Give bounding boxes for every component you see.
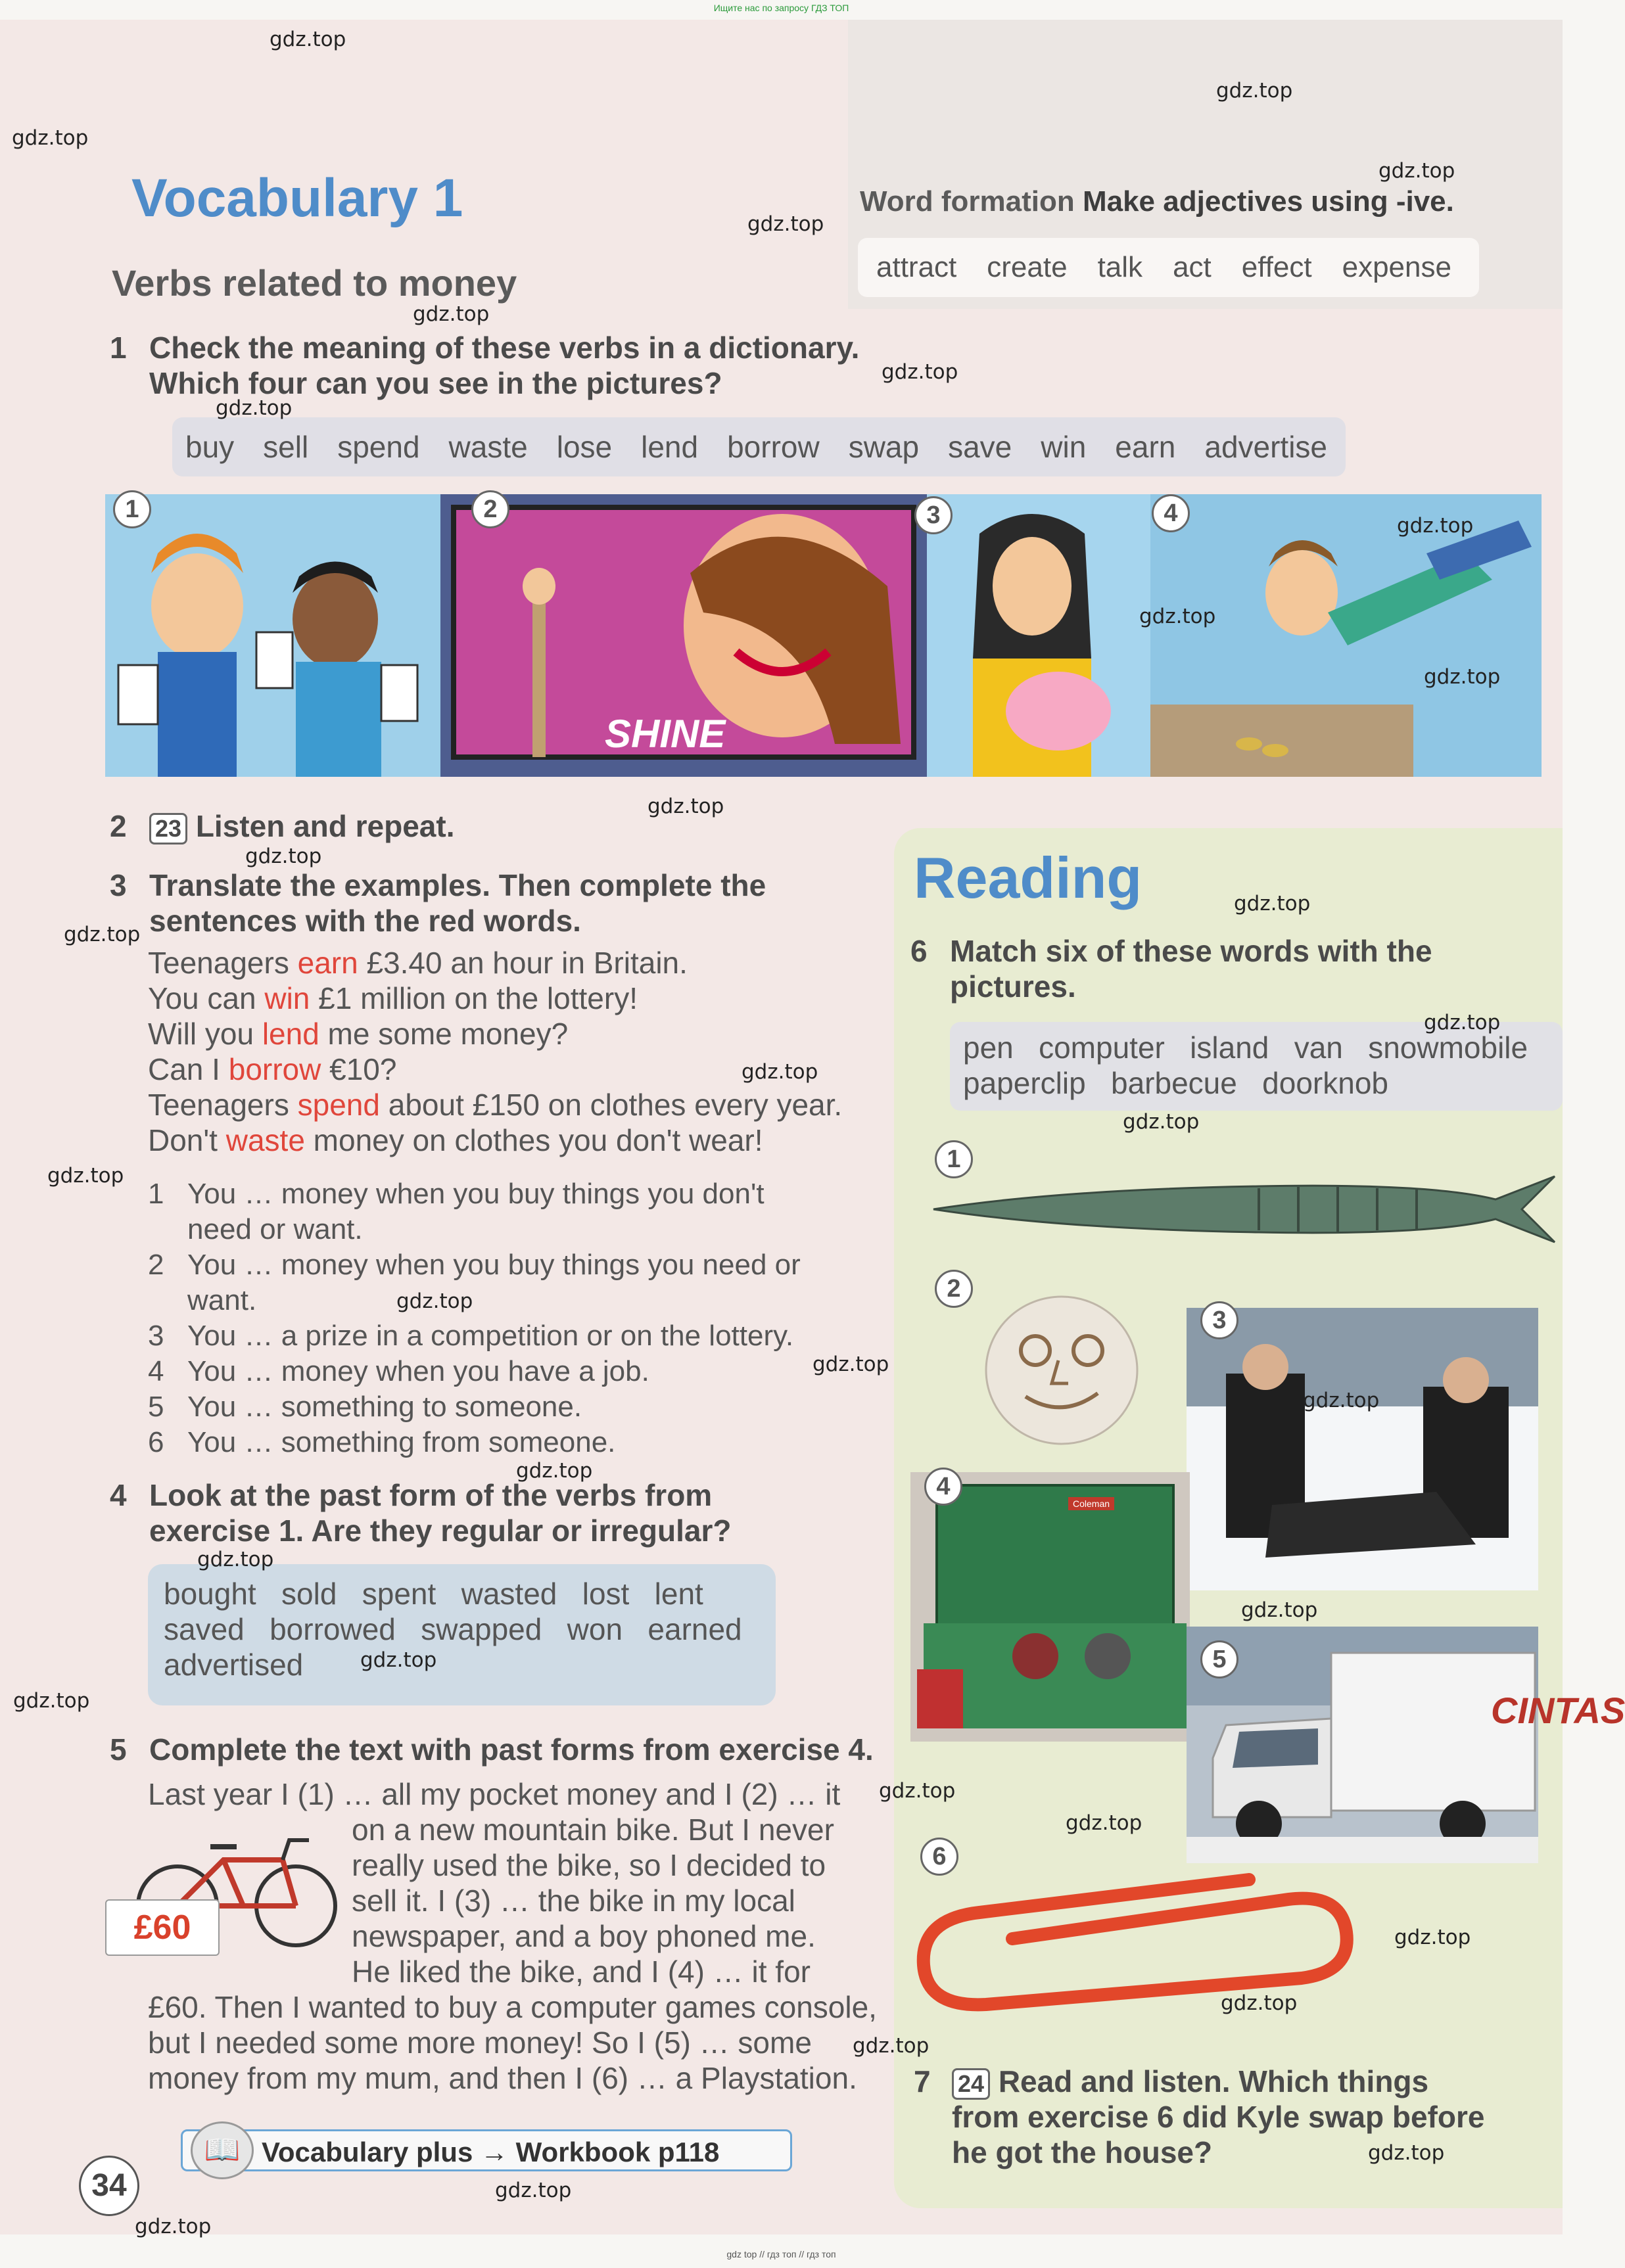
stove-brand-label: Coleman — [1068, 1497, 1114, 1510]
item-number: 6 — [148, 1426, 164, 1458]
picture-billboard — [440, 494, 927, 777]
photo-number: 2 — [935, 1270, 973, 1308]
exercise-5-title: Complete the text with past forms from exercise 4. — [149, 1732, 874, 1767]
past-forms-line: bought sold spent wasted lost lent — [164, 1577, 703, 1611]
text-line: He liked the bike, and I (4) … it for — [352, 1955, 811, 1989]
watermark: gdz.top — [396, 1289, 473, 1313]
word-formation-box — [858, 238, 1479, 297]
watermark: gdz.top — [270, 28, 346, 51]
exercise-1 — [110, 330, 899, 402]
photo-barbecue — [910, 1472, 1190, 1742]
photo-van — [1187, 1627, 1538, 1863]
watermark: gdz.top — [245, 845, 322, 868]
word-formation-heading — [860, 185, 1454, 218]
watermark: gdz.top — [1424, 1011, 1501, 1034]
picture-number: 1 — [113, 490, 151, 528]
exercise-3 — [110, 868, 899, 940]
exercise-number: 3 — [110, 868, 127, 902]
photo-paperclip — [907, 1860, 1367, 2011]
item-number: 1 — [148, 1178, 164, 1210]
watermark: gdz.top — [516, 1459, 593, 1483]
watermark: gdz.top — [882, 360, 958, 384]
photo-number: 6 — [920, 1838, 958, 1876]
watermark: gdz.top — [648, 795, 724, 818]
text-line: £60. Then I wanted to buy a computer games console, — [148, 1990, 877, 2024]
picture-number: 3 — [914, 496, 953, 534]
item-number: 2 — [148, 1249, 164, 1281]
verb-word: swap — [848, 430, 920, 464]
exercise-2-text: Listen and repeat. — [195, 809, 455, 843]
wf-word: create — [987, 251, 1068, 283]
exercise-6 — [910, 933, 1555, 1006]
item-text: You … something from someone. — [187, 1426, 616, 1458]
watermark: gdz.top — [1139, 605, 1216, 628]
picture-number: 2 — [471, 490, 509, 528]
wf-word: talk — [1097, 251, 1143, 283]
exercise-3-items — [148, 1176, 950, 1466]
text-line: Last year I (1) … all my pocket money and I (2) … it — [148, 1777, 841, 1811]
item-text: You … money when you buy things you need or want. — [187, 1249, 801, 1316]
vocabulary-title: Vocabulary 1 — [131, 168, 463, 228]
reading-title: Reading — [914, 845, 1142, 910]
word-formation-label: Word formation — [860, 185, 1075, 218]
watermark: gdz.top — [216, 396, 293, 420]
example-sentence: Will you lend me some money? — [148, 1017, 569, 1051]
watermark: gdz.top — [1378, 159, 1455, 183]
watermark: gdz.top — [1234, 892, 1311, 915]
exercise-number: 1 — [110, 331, 127, 365]
billboard-text: SHINE — [605, 712, 726, 756]
audio-track-badge[interactable]: 23 — [149, 813, 187, 845]
past-forms-box — [148, 1564, 776, 1705]
wf-word: act — [1173, 251, 1212, 283]
exercise-3-line1: Translate the examples. Then complete the — [149, 868, 766, 902]
watermark: gdz.top — [747, 212, 824, 236]
exercise-7 — [914, 2064, 1558, 2175]
watermark: gdz.top — [1303, 1389, 1380, 1412]
verbs-word-box — [172, 417, 1346, 476]
page-number: 34 — [79, 2156, 139, 2216]
verb-word: sell — [263, 430, 309, 464]
book-icon: 📖 — [191, 2121, 254, 2179]
exercise-number: 7 — [914, 2064, 931, 2098]
watermark: gdz.top — [12, 126, 89, 150]
text-line: money from my mum, and then I (6) … a Playstation. — [148, 2061, 857, 2095]
exercise-7-line1: Read and listen. Which things — [998, 2064, 1429, 2098]
verb-word: borrow — [727, 430, 820, 464]
watermark: gdz.top — [853, 2034, 930, 2058]
picture-girl-piggybank — [927, 494, 1150, 777]
picture-boys-swapping — [105, 494, 440, 777]
watermark: gdz.top — [742, 1060, 818, 1084]
verb-word: buy — [185, 430, 235, 464]
watermark: gdz.top — [1424, 665, 1501, 689]
verb-word: advertise — [1204, 430, 1328, 464]
audio-track-badge[interactable]: 24 — [952, 2068, 990, 2100]
verb-word: spend — [337, 430, 420, 464]
verb-word: lend — [641, 430, 699, 464]
photo-doorknob — [979, 1288, 1144, 1452]
verb-word: save — [948, 430, 1012, 464]
exercise-number: 5 — [110, 1732, 127, 1767]
watermark: gdz.top — [47, 1164, 124, 1188]
verb-word: win — [1041, 430, 1087, 464]
watermark: gdz.top — [812, 1353, 889, 1376]
photo-snowmobile — [1187, 1308, 1538, 1590]
girl-piggybank-illustration — [927, 494, 1150, 777]
item-number: 3 — [148, 1320, 164, 1352]
watermark: gdz.top — [1066, 1811, 1142, 1835]
header-note: Ищите нас по запросу ГДЗ ТОП — [713, 3, 849, 13]
wf-word: expense — [1342, 251, 1451, 283]
watermark: gdz.top — [1241, 1598, 1318, 1622]
exercise-6-line2: pictures. — [950, 969, 1076, 1004]
item-number: 4 — [148, 1355, 164, 1387]
item-text: You … money when you buy things you don't need or want. — [187, 1178, 765, 1245]
reading-words-line: pen computer island van snowmobile — [963, 1030, 1528, 1065]
exercise-1-line2: Which four can you see in the pictures? — [149, 366, 722, 400]
vocabulary-plus-label: Vocabulary plus → Workbook p118 — [262, 2137, 720, 2167]
price-tag: £60 — [105, 1899, 220, 1956]
exercise-4 — [110, 1477, 899, 1550]
exercise-4-line2: exercise 1. Are they regular or irregular? — [149, 1514, 732, 1548]
item-number: 5 — [148, 1391, 164, 1423]
exercise-number: 6 — [910, 934, 928, 968]
watermark: gdz.top — [135, 2215, 212, 2238]
vocabulary-plus-link[interactable] — [181, 2129, 792, 2171]
example-sentence: Teenagers earn £3.40 an hour in Britain. — [148, 946, 688, 980]
verb-word: earn — [1115, 430, 1176, 464]
example-sentence: You can win £1 million on the lottery! — [148, 981, 638, 1015]
picture-number: 4 — [1152, 494, 1190, 532]
van-logo: CINTAS — [1491, 1690, 1625, 1731]
item-text: You … money when you have a job. — [187, 1355, 649, 1387]
watermark: gdz.top — [360, 1648, 437, 1672]
exercise-5 — [110, 1732, 899, 1769]
example-sentence: Don't waste money on clothes you don't wear! — [148, 1123, 763, 1157]
item-text: You … something to someone. — [187, 1391, 582, 1423]
exercise-1-line1: Check the meaning of these verbs in a dictionary. — [149, 331, 860, 365]
photo-number: 1 — [935, 1140, 973, 1178]
exercise-3-line2: sentences with the red words. — [149, 904, 581, 938]
example-sentence: Can I borrow €10? — [148, 1052, 397, 1086]
text-line: but I needed some more money! So I (5) … some — [148, 2025, 812, 2060]
exercise-7-line3: he got the house? — [952, 2135, 1213, 2169]
word-formation-instruction: Make adjectives using -ive. — [1082, 185, 1454, 218]
verb-word: waste — [448, 430, 528, 464]
item-text: You … a prize in a competition or on the lottery. — [187, 1320, 794, 1352]
wf-word: attract — [876, 251, 957, 283]
watermark: gdz.top — [1216, 79, 1293, 103]
watermark: gdz.top — [1221, 1991, 1298, 2015]
photo-pen — [930, 1163, 1561, 1255]
picture-boy-falling — [1150, 494, 1542, 777]
text-line: on a new mountain bike. But I never — [352, 1813, 834, 1847]
watermark: gdz.top — [413, 302, 490, 326]
text-line: really used the bike, so I decided to — [352, 1848, 826, 1882]
text-line: sell it. I (3) … the bike in my local — [352, 1884, 795, 1918]
illustration-strip — [105, 494, 1542, 777]
past-forms-line: saved borrowed swapped won earned — [164, 1612, 742, 1646]
boys-swapping-illustration — [105, 494, 440, 777]
example-sentence: Teenagers spend about £150 on clothes every year. — [148, 1088, 843, 1122]
verb-word: lose — [556, 430, 613, 464]
exercise-7-line2: from exercise 6 did Kyle swap before — [952, 2100, 1485, 2134]
exercise-6-line1: Match six of these words with the — [950, 934, 1432, 968]
exercise-number: 4 — [110, 1478, 127, 1512]
watermark: gdz.top — [1397, 514, 1474, 538]
photo-number: 3 — [1200, 1301, 1238, 1339]
watermark: gdz.top — [64, 923, 141, 946]
photo-number: 5 — [1200, 1640, 1238, 1678]
watermark: gdz.top — [1368, 2141, 1445, 2165]
vocabulary-subtitle: Verbs related to money — [112, 262, 517, 304]
watermark: gdz.top — [197, 1548, 274, 1571]
wf-word: effect — [1241, 251, 1312, 283]
text-line: newspaper, and a boy phoned me. — [352, 1919, 816, 1953]
watermark: gdz.top — [1394, 1926, 1471, 1949]
watermark: gdz.top — [1123, 1110, 1200, 1134]
footer-note: gdz top // гдз топ // гдз топ — [726, 2249, 836, 2259]
watermark: gdz.top — [879, 1779, 956, 1803]
boy-falling-illustration — [1150, 494, 1542, 777]
exercise-number: 2 — [110, 809, 127, 843]
watermark: gdz.top — [495, 2179, 572, 2202]
watermark: gdz.top — [13, 1689, 90, 1713]
example-sentences — [148, 945, 842, 1158]
exercise-4-line1: Look at the past form of the verbs from — [149, 1478, 713, 1512]
exercise-2 — [110, 808, 701, 845]
past-forms-line: advertised — [164, 1648, 304, 1682]
reading-word-box — [950, 1022, 1563, 1111]
reading-words-line: paperclip barbecue doorknob — [963, 1066, 1388, 1100]
photo-number: 4 — [924, 1468, 962, 1506]
